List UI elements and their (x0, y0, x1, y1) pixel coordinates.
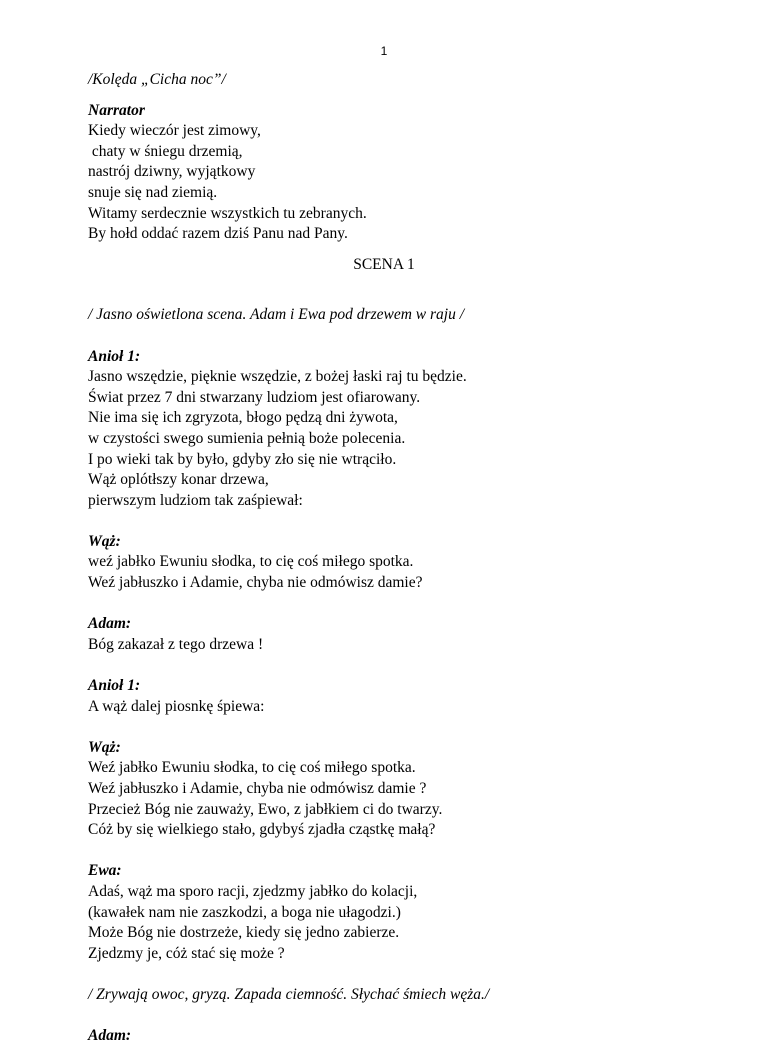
dialogue-line: nastrój dziwny, wyjątkowy (88, 163, 256, 181)
dialogue-line: I po wieki tak by było, gdyby zło się nie wtrąciło. (88, 450, 397, 468)
dialogue-line: Weź jabłko Ewuniu słodka, to cię coś miłego spotka. (88, 759, 416, 777)
dialogue-line: Kiedy wieczór jest zimowy, (88, 122, 261, 140)
speaker-angel: Anioł 1: (88, 677, 141, 695)
dialogue-line: Weź jabłuszko i Adamie, chyba nie odmówisz damie? (88, 574, 423, 592)
opening-stage-note: /Kolęda „Cicha noc”/ (88, 71, 226, 88)
dialogue-line: Zjedzmy je, cóż stać się może ? (88, 944, 285, 962)
speaker-adam: Adam: (88, 1027, 132, 1045)
dialogue-line: w czystości swego sumienia pełnią boże polecenia. (88, 429, 406, 447)
stage-direction: / Jasno oświetlona scena. Adam i Ewa pod drzewem w raju / (88, 306, 465, 324)
dialogue-line: snuje się nad ziemią. (88, 183, 218, 201)
dialogue-line: Bóg zakazał z tego drzewa ! (88, 635, 264, 653)
snake-block (88, 532, 688, 594)
speaker-narrator: Narrator (88, 101, 145, 119)
dialogue-line: Nie ima się ich zgryzota, błogo pędzą dni żywota, (88, 409, 398, 427)
stage-direction: / Zrywają owoc, gryzą. Zapada ciemność. Słychać śmiech węża./ (88, 985, 490, 1003)
narrator-block (88, 101, 688, 245)
dialogue-line: By hołd oddać razem dziś Panu nad Pany. (88, 225, 348, 243)
scene-title: SCENA 1 (353, 255, 415, 273)
dialogue-line: Jasno wszędzie, pięknie wszędzie, z bożej łaski raj tu będzie. (88, 368, 467, 386)
speaker-adam: Adam: (88, 615, 132, 633)
dialogue-line: Cóż by się wielkiego stało, gdybyś zjadła cząstkę małą? (88, 821, 436, 839)
dialogue-line: Adaś, wąż ma sporo racji, zjedzmy jabłko do kolacji, (88, 882, 418, 900)
adam-block (88, 614, 688, 655)
dialogue-line: A wąż dalej piosnkę śpiewa: (88, 697, 265, 715)
speaker-angel: Anioł 1: (88, 347, 141, 365)
dialogue-line: (kawałek nam nie zaszkodzi, a boga nie ułagodzi.) (88, 903, 401, 921)
dialogue-line: pierwszym ludziom tak zaśpiewał: (88, 491, 303, 509)
angel-block (88, 347, 688, 512)
eve-block (88, 861, 688, 964)
dialogue-line: chaty w śniegu drzemią, (88, 142, 243, 160)
snake-block (88, 738, 688, 841)
angel-block (88, 676, 688, 717)
page-number: 1 (380, 44, 388, 58)
dialogue-line: Może Bóg nie dostrzeże, kiedy się jedno zabierze. (88, 924, 400, 942)
dialogue-line: Wąż oplótłszy konar drzewa, (88, 471, 269, 489)
speaker-snake: Wąż: (88, 532, 121, 550)
speaker-snake: Wąż: (88, 738, 121, 756)
dialogue-line: Przecież Bóg nie zauważy, Ewo, z jabłkiem ci do twarzy. (88, 800, 443, 818)
dialogue-line: Świat przez 7 dni stwarzany ludziom jest ofiarowany. (88, 388, 421, 406)
dialogue-line: Weź jabłuszko i Adamie, chyba nie odmówisz damie ? (88, 780, 427, 797)
speaker-eve: Ewa: (88, 862, 122, 880)
dialogue-line: weź jabłko Ewuniu słodka, to cię coś miłego spotka. (88, 553, 414, 571)
script-body (88, 70, 688, 1047)
dialogue-line: Witamy serdecznie wszystkich tu zebranych. (88, 204, 367, 222)
